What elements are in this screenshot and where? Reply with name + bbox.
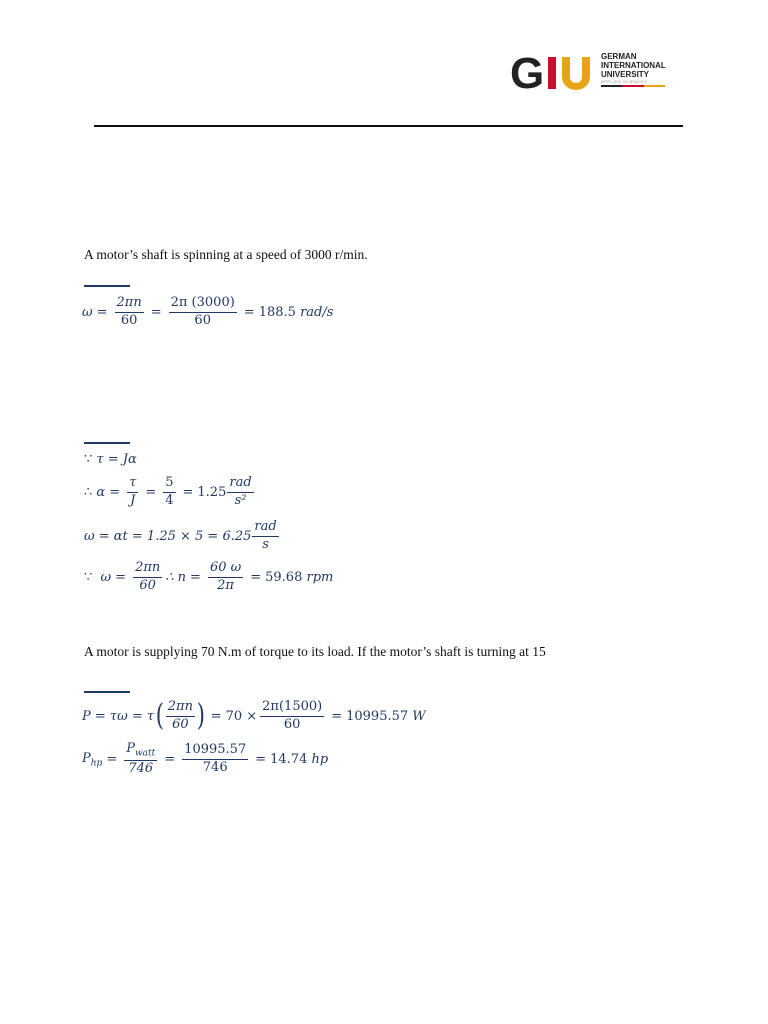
p-hp-symbol: $P_{hp}$	[82, 750, 103, 769]
giu-logo	[510, 48, 680, 96]
solution-2-line-4: ∵ ω = $\frac{2\pi n}{60}$ ∴ n = $\frac{60 \omega}{2\pi}$ = 59.68 rpm	[84, 560, 334, 593]
logo-wordmark	[601, 52, 666, 87]
giu-logo-mark	[510, 48, 598, 94]
logo-line-1: GERMAN	[601, 52, 637, 61]
solution-2-rule	[84, 442, 130, 444]
solution-3-line-2: $P_{hp}$ = $\frac{P_{watt}}{746}$ = $\frac{10995.57}{746}$ = 14.74 hp	[82, 741, 329, 776]
problem-3-text: A motor is supplying 70 N.m of torque to its load. If the motor’s shaft is turning at 15	[84, 644, 546, 659]
solution-1-result: 188.5	[258, 304, 296, 320]
solution-2-line-3: ω = αt = 1.25 × 5 = 6.25 $\frac{\text{rad}}{s}$	[84, 519, 277, 552]
logo-letter-u	[562, 57, 590, 90]
fraction-pwatt-746: $\frac{P_{watt}}{746}$	[126, 741, 156, 776]
right-paren: )	[196, 698, 205, 734]
fraction-5-4: $\frac{5}{4}$	[165, 475, 174, 508]
fraction-2pin-60: $\frac{2\pi n}{60}$	[135, 560, 161, 593]
fraction-tau-j: $\frac{\tau}{J}$	[129, 475, 137, 508]
unit-rad-per-s: $\frac{\text{rad}}{s}$	[254, 519, 277, 552]
solution-2-line-1: ∵ τ = Jα	[84, 452, 137, 467]
fraction-60omega-2pi: $\frac{60 \omega}{2\pi}$	[209, 560, 242, 593]
left-paren: (	[155, 698, 165, 734]
fraction-2pin-60: $\frac{2\pi n}{60}$	[116, 295, 142, 328]
logo-letter-g: G	[510, 49, 545, 94]
logo-stripe	[601, 85, 665, 87]
omega-symbol: ω	[82, 304, 93, 320]
solution-1-equation: ω = $\frac{2\pi n}{60}$ = $\frac{2\pi (3000)}{60}$ = 188.5 rad/s	[82, 295, 334, 328]
because-symbol: ∵	[84, 452, 93, 467]
logo-line-3: UNIVERSITY	[601, 70, 650, 79]
fraction-2pin-60: $\frac{2\pi n}{60}$	[167, 699, 193, 732]
because-symbol: ∵	[84, 569, 93, 585]
problem-1-text: A motor’s shaft is spinning at a speed of 3000 r/min.	[84, 247, 368, 262]
unit-rad-per-s2: $\frac{\text{rad}}{\text{s²}}$	[229, 475, 252, 508]
fraction-10995-746: $\frac{10995.57}{746}$	[184, 742, 247, 775]
logo-tagline: APPLIED SCIENCES	[601, 79, 648, 84]
solution-3-line-1: P = τω = τ ( $\frac{2\pi n}{60}$ ) = 70 × $\frac{2\pi(1500)}{60}$ = 10995.57 W	[82, 698, 426, 734]
logo-letter-i	[548, 57, 556, 89]
solution-3-rule	[84, 691, 130, 693]
therefore-symbol: ∴	[84, 484, 93, 500]
solution-1-rule	[84, 285, 130, 287]
fraction-2pi3000-60: $\frac{2\pi (3000)}{60}$	[170, 295, 235, 328]
header-divider	[94, 125, 683, 127]
logo-line-2: INTERNATIONAL	[601, 61, 666, 70]
solution-2-line-2: ∴ α = $\frac{\tau}{J}$ = $\frac{5}{4}$ = 1.25 $\frac{\text{rad}}{\text{s²}}$	[84, 475, 252, 508]
fraction-2pi1500-60: $\frac{2\pi(1500)}{60}$	[262, 699, 323, 732]
solution-1-unit: rad/s	[300, 304, 334, 320]
